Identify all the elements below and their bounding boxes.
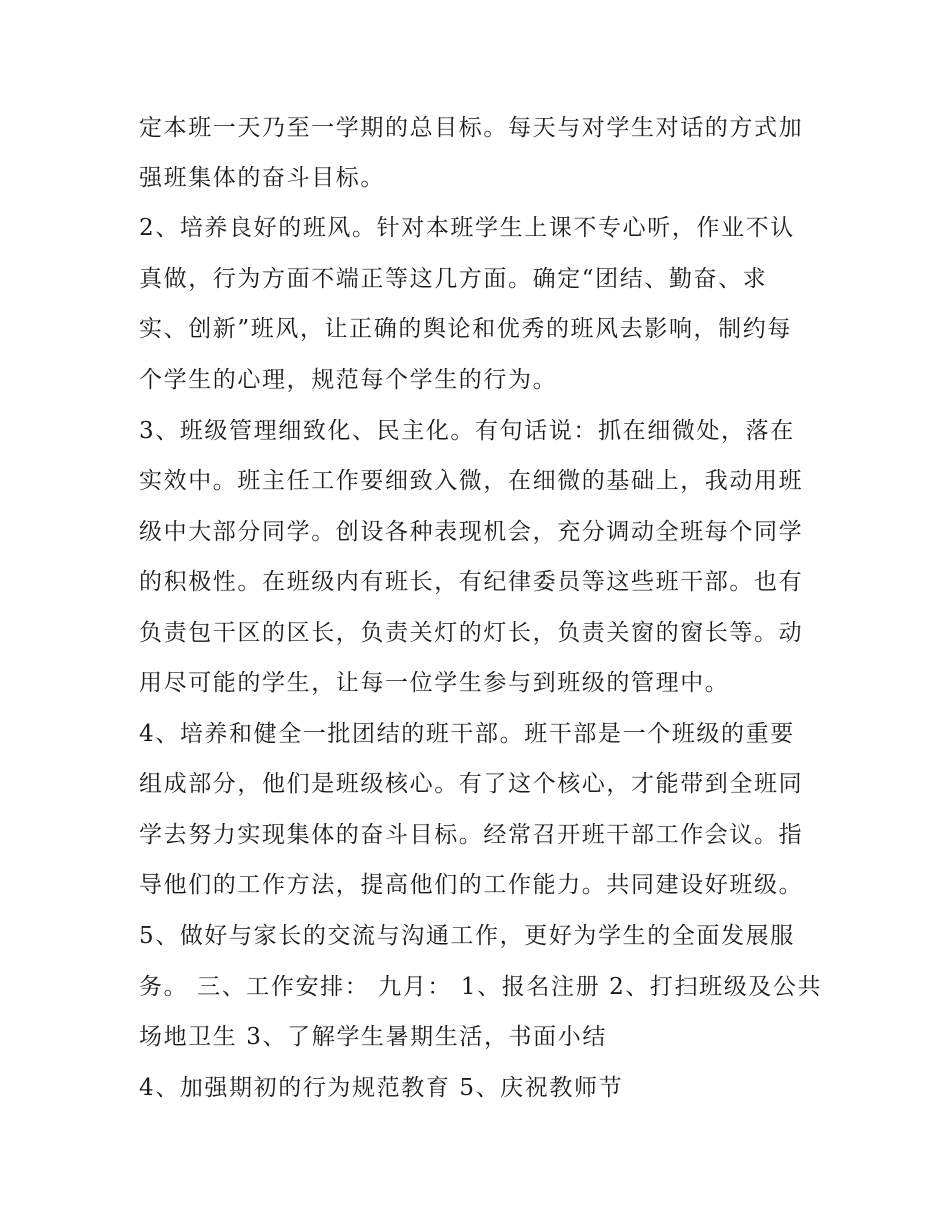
text-line-1: 定本班一天乃至一学期的总目标。每天与对学生对话的方式加 [139, 115, 804, 141]
text-line-3: 2、培养良好的班风。针对本班学生上课不专心听，作业不认 [139, 215, 795, 241]
text-line-4: 真做，行为方面不端正等这几方面。确定“团结、勤奋、求 [139, 266, 768, 292]
text-line-5: 实、创新”班风，让正确的舆论和优秀的班风去影响，制约每 [139, 316, 792, 342]
text-line-13: 4、培养和健全一批团结的班干部。班干部是一个班级的重要 [139, 721, 795, 747]
text-line-19: 场地卫生 3、了解学生暑期生活，书面小结 [139, 1024, 607, 1050]
text-line-9: 级中大部分同学。创设各种表现机会，充分调动全班每个同学 [139, 519, 804, 545]
text-line-15: 学去努力实现集体的奋斗目标。经常召开班干部工作会议。指 [139, 822, 804, 848]
text-line-6: 个学生的心理，规范每个学生的行为。 [139, 367, 558, 393]
text-line-18: 务。 三、工作安排： 九月： 1、报名注册 2、打扫班级及公共 [139, 974, 823, 1000]
text-line-20: 4、加强期初的行为规范教育 5、庆祝教师节 [139, 1075, 624, 1101]
text-line-10: 的积极性。在班级内有班长，有纪律委员等这些班干部。也有 [139, 569, 804, 595]
text-line-7: 3、班级管理细致化、民主化。有句话说：抓在细微处，落在 [139, 418, 795, 444]
text-line-11: 负责包干区的区长，负责关灯的灯长，负责关窗的窗长等。动 [139, 620, 804, 646]
text-line-14: 组成部分，他们是班级核心。有了这个核心，才能带到全班同 [139, 771, 804, 797]
text-line-17: 5、做好与家长的交流与沟通工作，更好为学生的全面发展服 [139, 923, 795, 949]
text-line-2: 强班集体的奋斗目标。 [139, 165, 385, 191]
text-line-12: 用尽可能的学生，让每一位学生参与到班级的管理中。 [139, 670, 730, 696]
text-line-16: 导他们的工作方法，提高他们的工作能力。共同建设好班级。 [139, 872, 804, 898]
text-line-8: 实效中。班主任工作要细致入微，在细微的基础上，我动用班 [139, 468, 804, 494]
